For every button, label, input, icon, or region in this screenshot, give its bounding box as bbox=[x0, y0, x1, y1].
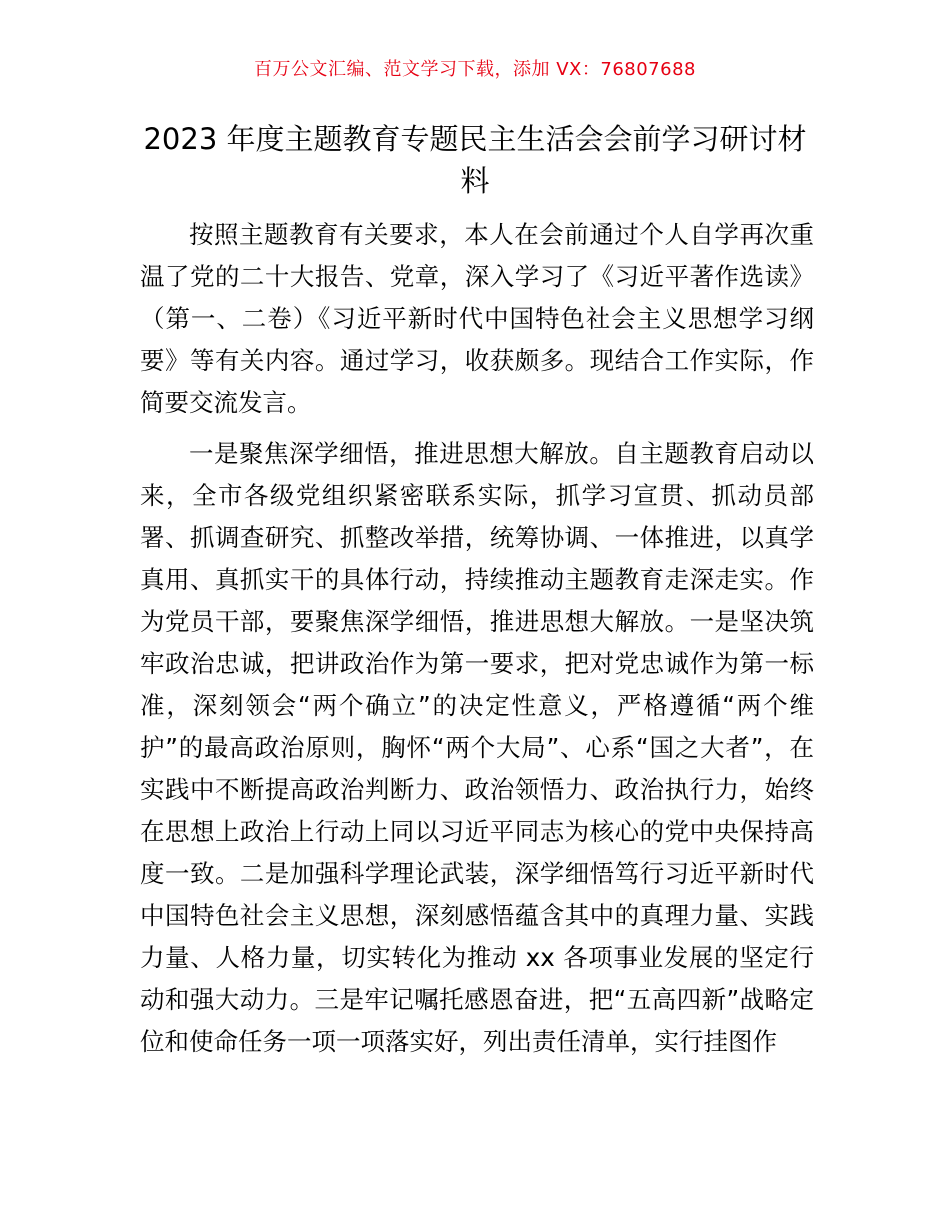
paragraph-point-one: 一是聚焦深学细悟，推进思想大解放。自主题教育启动以来，全市各级党组织紧密联系实际，抓学习宣贯、抓动员部署、抓调查研究、抓整改举措，统筹协调、一体推进，以真学真用、真抓实干的具体行动，持续推动主题教育走深走实。作为党员干部，要聚焦深学细悟，推进思想大解放。一是坚决筑牢政治忠诚，把讲政治作为第一要求，把对党忠诚作为第一标准，深刻领会“两个确立”的决定性意义，严格遵循“两个维护”的最高政治原则，胸怀“两个大局”、心系“国之大者”，在实践中不断提高政治判断力、政治领悟力、政治执行力，始终在思想上政治上行动上同以习近平同志为核心的党中央保持高度一致。二是加强科学理论武装，深学细悟笃行习近平新时代中国特色社会主义思想，深刻感悟蕴含其中的真理力量、实践力量、人格力量，切实转化为推动 xx 各项事业发展的坚定行动和强大动力。三是牢记嘱托感恩奋进，把“五高四新”战略定位和使命任务一项一项落实好，列出责任清单，实行挂图作 bbox=[140, 439, 814, 1056]
document-body bbox=[140, 214, 814, 1072]
paragraph-intro: 按照主题教育有关要求，本人在会前通过个人自学再次重温了党的二十大报告、党章，深入学习了《习近平著作选读》（第一、二卷）《习近平新时代中国特色社会主义思想学习纲要》等有关内容。通过学习，收获颇多。现结合工作实际，作简要交流发言。 bbox=[140, 220, 814, 417]
header-watermark-note: 百万公文汇编、范文学习下载，添加 VX：76807688 bbox=[254, 59, 696, 80]
document-title: 2023 年度主题教育专题民主生活会会前学习研讨材料 bbox=[143, 122, 807, 198]
